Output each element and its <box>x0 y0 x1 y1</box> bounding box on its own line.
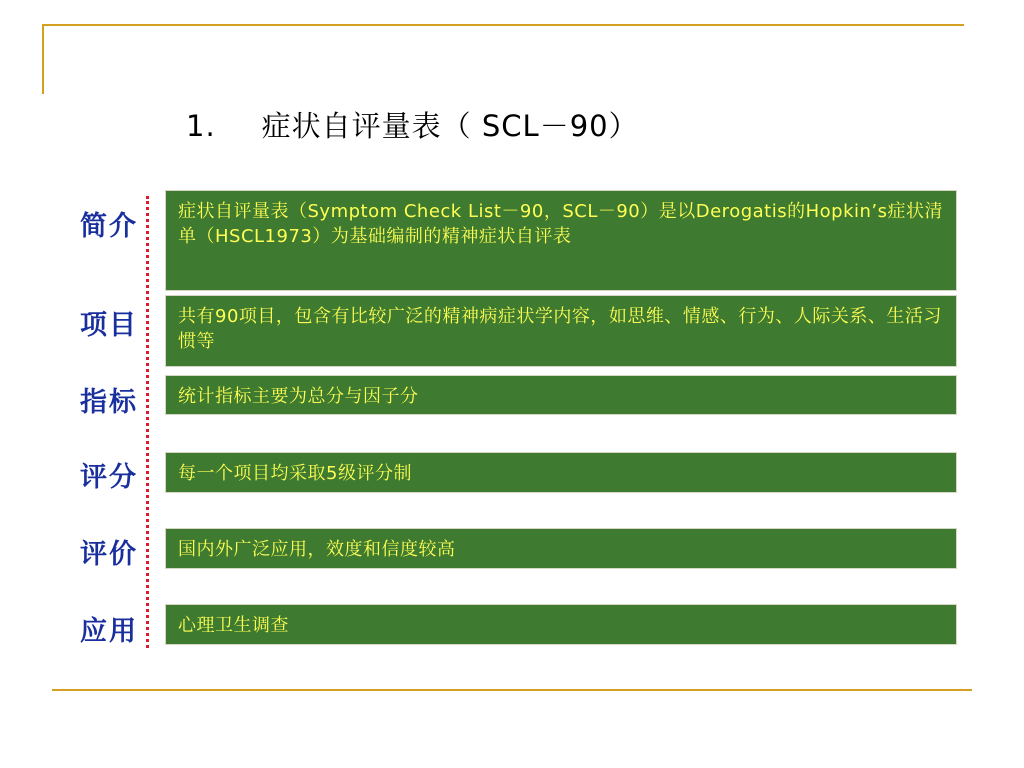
box-items <box>165 295 957 367</box>
title-number: 1. <box>186 109 216 143</box>
box-scoring-text: 每一个项目均采取5级评分制 <box>178 463 412 484</box>
title-text: 症状自评量表（ SCL－90） <box>261 109 639 143</box>
box-indicators <box>165 375 957 415</box>
box-intro <box>165 190 957 291</box>
box-evaluation-text: 国内外广泛应用，效度和信度较高 <box>178 539 456 560</box>
dotted-divider <box>146 196 149 648</box>
box-items-text: 共有90项目，包含有比较广泛的精神病症状学内容，如思维、情感、行为、人际关系、生活习惯等 <box>178 306 942 352</box>
label-items: 项目 <box>80 310 138 341</box>
box-application-text: 心理卫生调查 <box>178 615 289 636</box>
box-indicators-text: 统计指标主要为总分与因子分 <box>178 386 419 407</box>
label-application: 应用 <box>80 616 138 647</box>
top-rule <box>42 24 964 26</box>
bottom-rule <box>52 689 972 691</box>
label-indicators: 指标 <box>80 387 138 418</box>
left-rule <box>42 24 44 94</box>
label-evaluation: 评价 <box>80 539 138 570</box>
box-scoring <box>165 452 957 493</box>
slide-title <box>186 104 639 145</box>
label-intro: 简介 <box>80 211 138 242</box>
box-evaluation <box>165 528 957 569</box>
label-scoring: 评分 <box>80 462 138 493</box>
box-intro-text: 症状自评量表（Symptom Check List－90，SCL－90）是以Derogatis的Hopkin’s症状清单（HSCL1973）为基础编制的精神症状自评表 <box>178 201 944 247</box>
box-application <box>165 604 957 645</box>
